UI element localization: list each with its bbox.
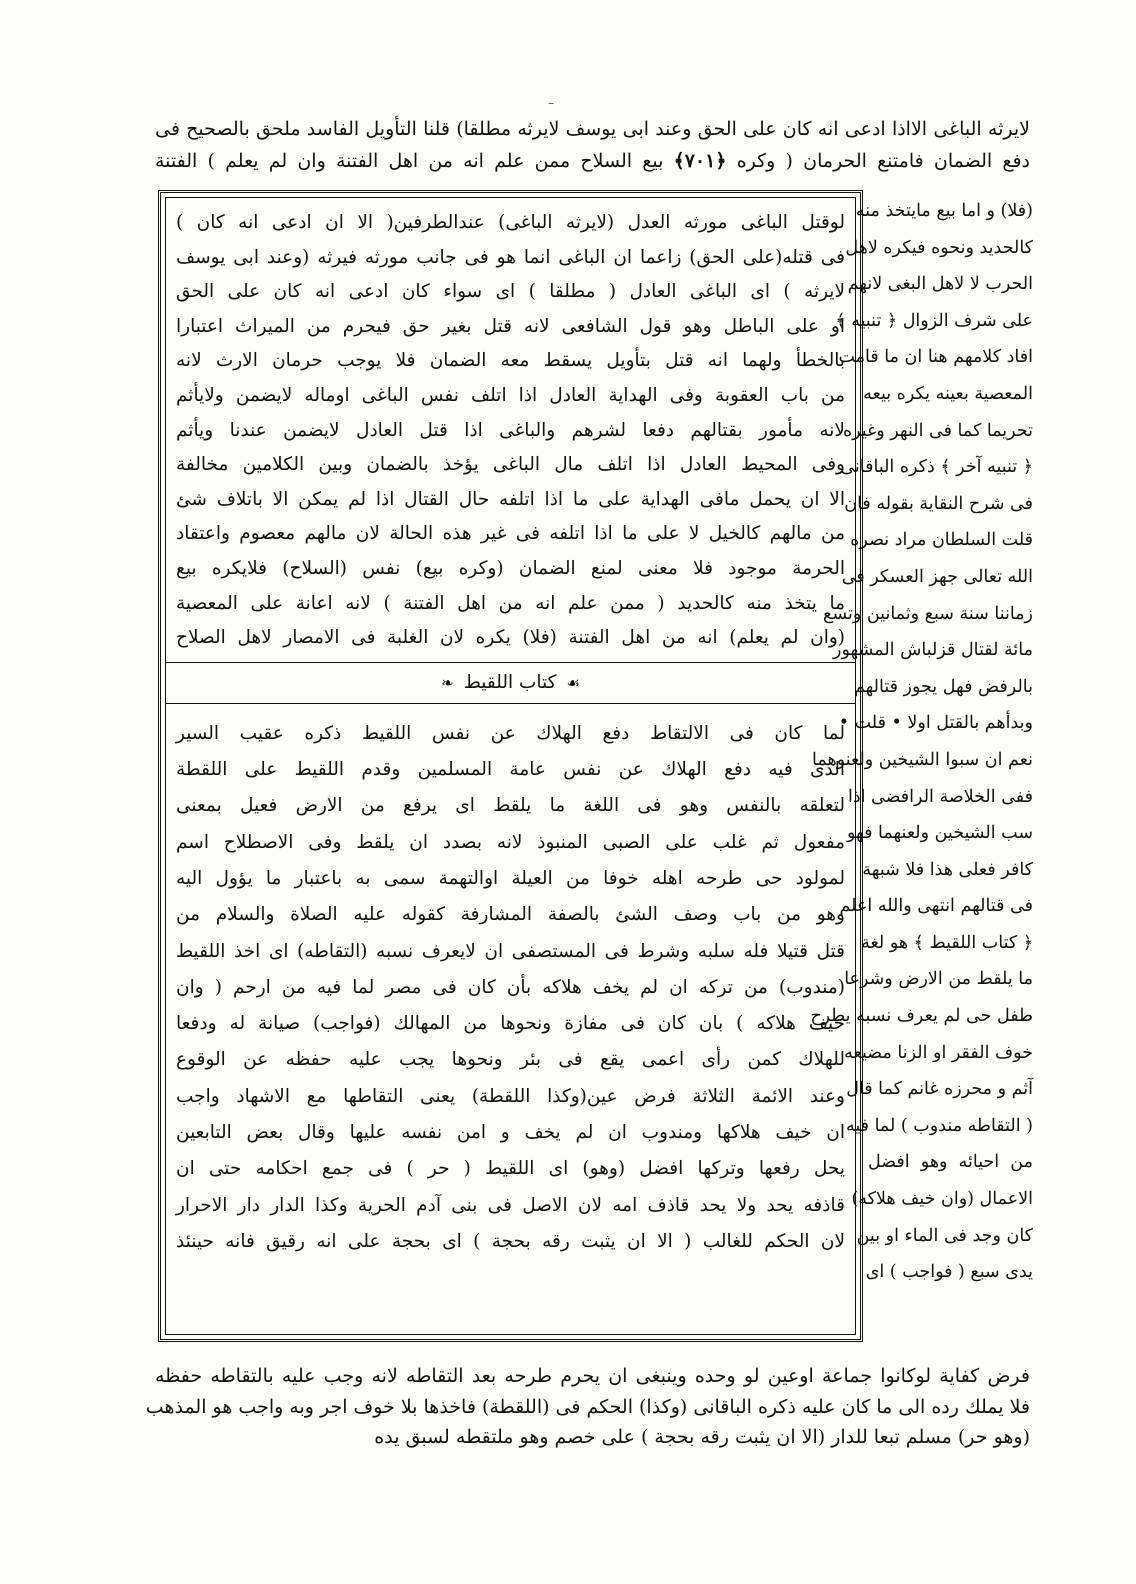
margin-line: قلت السلطان مراد نصره: [850, 530, 1033, 551]
header-line-end: بيع السلاح ممن علم انه من اهل الفتنة وان لم يعلم ) الفتنة: [155, 150, 664, 172]
text-line: قتل قتيلا فله سلبه وشرط فى المستصفى ان لايعرف نسبه (التقاطه) اى اخذ اللقيط: [176, 940, 845, 962]
text-line: وهو من باب وصف الشئ بالصفة المشارفة كقوله عليه الصلاة والسلام من: [176, 904, 845, 926]
margin-line: على شرف الزوال ﴿ تنبيه ﴾: [835, 310, 1033, 331]
footer-text: [145, 1361, 1030, 1453]
footer-line: فرض كفاية لوكانوا جماعة اوعين لو وحده وينبغى ان يحرم طرحه بعد التقاطه لانه وجب عليه بالتقاطه حفظه: [155, 1365, 1030, 1387]
chapter-title-bar: [166, 662, 855, 704]
margin-line: كافر فعلى هذا فلا شبهة: [862, 859, 1033, 880]
margin-line: تحريما كما فى النهر وغيره: [842, 420, 1033, 441]
margin-line: يدى سبع ( فواجب ) اى: [865, 1262, 1033, 1283]
text-line: لوقتل الباغى مورثه العدل (لايرثه الباغى) عندالطرفين( الا ان ادعى انه كان ): [176, 212, 845, 233]
margin-line: ما يلقط من الارض وشرعا: [844, 969, 1033, 990]
margin-line: الحرب لا لاهل البغى لانهم: [847, 274, 1033, 295]
text-line: لايرثه ) اى الباغى العادل ( مطلقا ) اى سواء كان ادعى انه كان على الحق: [176, 281, 845, 303]
main-text-lower: [166, 704, 855, 1260]
text-line: ان خيف هلاكها ومندوب ان لم يخف و امن نفسه عليها وقال بعض التابعين: [176, 1121, 845, 1143]
margin-commentary: [810, 193, 1033, 1291]
margin-line: الاعمال (وان خيف هلاكه): [851, 1189, 1033, 1210]
margin-line: الله تعالى جهز العسكر فى: [841, 566, 1033, 587]
header-text: [155, 113, 1030, 177]
main-text-inner-frame: [165, 197, 856, 1335]
margin-line: ﴿ كتاب اللقيط ﴾ هو لغة: [861, 932, 1033, 953]
margin-line: ﴿ تنبيه آخر ﴾ ذكره الباقانى: [840, 457, 1033, 478]
margin-line: (فلا) و اما بيع مايتخذ منه: [855, 201, 1033, 221]
text-line: لتعلقه بالنفس وهو فى اللغة ما يلقط اى يرفع من الارض فعيل بمعنى: [176, 795, 845, 817]
margin-line: ( التقاطه مندوب ) لما فيه: [845, 1115, 1033, 1136]
text-line: لما كان فى الالتقاط دفع الهلاك عن نفس اللقيط ذكره عقيب السير: [176, 722, 845, 744]
text-line: بالخطأ ولهما انه قتل بتأويل يسقط معه الضمان فلا يوجب حرمان الارث لانه: [176, 350, 845, 372]
page-number: ﴿٧٠١﴾: [673, 150, 727, 172]
text-line: لان الحكم للغالب ( الا ان يثبت رقه بحجة ) اى بحجة على انه رقيق فانه حينئذ: [176, 1230, 845, 1252]
text-line: وفى المحيط العادل اذا اتلف مال الباغى يؤخذ بالضمان وبين الكلامين مخالفة: [176, 454, 845, 476]
margin-line: خوف الفقر او الزنا مضيعه: [844, 1042, 1033, 1063]
main-text-frame: [158, 190, 863, 1342]
margin-line: فى قتالهم انتهى والله اعلم: [839, 896, 1033, 917]
margin-line: من احيائه وهو افضل: [868, 1152, 1033, 1173]
text-line: (مندوب) من تركه ان لم يخف هلاكه بأن كان فى مصر لما فيه من ارحم ( وان: [176, 976, 845, 998]
text-line: فى قتله(على الحق) زاعما ان الباغى انما هو فى جانب مورثه فيرثه (وعند ابى يوسف: [176, 246, 845, 268]
header-line-start: دفع الضمان فامتنع الحرمان ( وكره: [736, 150, 1031, 172]
text-line: للهلاك كمن رأى اعمى يقع فى بئر ونحوها يجب عليه حفظه عن الوقوع: [176, 1049, 845, 1071]
text-line: لانه مأمور بقتالهم دفعا لشرهم والباغى اذا قتل العادل لايضمن عندنا ويأثم: [176, 419, 845, 441]
margin-line: فى شرح النقاية بقوله فان: [844, 493, 1033, 514]
text-line: (وان لم يعلم) انه من اهل الفتنة (فلا) يكره لان الغلبة فى الامصار لاهل الصلاح: [176, 627, 845, 649]
chapter-title: كتاب اللقيط: [463, 672, 557, 694]
text-line: خيف هلاكه ) بان كان فى مفازة ونحوها من المهالك (فواجب) صيانة له ودفعا: [176, 1013, 845, 1035]
margin-line: بالرفض فهل يجوز قتالهم: [853, 676, 1033, 697]
text-line: الحرمة موجود فلا معنى لمنع الضمان (وكره بيع) نفس (السلاح) فلايكره بيع: [176, 557, 845, 579]
margin-line: وبدأهم بالقتل اولا • قلت •: [838, 713, 1033, 734]
page-top-mark: –: [548, 96, 554, 110]
header-line: [155, 145, 1030, 177]
margin-line: زماننا سنة سبع وثمانين وتسع: [823, 603, 1033, 624]
text-line: وعند الائمة الثلاثة فرض عين(وكذا اللقطة) يعنى التقاطها مع الاشهاد واجب: [176, 1085, 845, 1107]
text-line: مفعول ثم غلب على الصبى المنبوذ لانه بصدد ان يلقط وفى الاصطلاح اسم: [176, 831, 845, 853]
text-line: ما يتخذ منه كالحديد ( ممن علم انه من اهل الفتنة ) لانه اعانة على المعصية: [176, 592, 845, 614]
header-line: لايرثه الباغى الااذا ادعى انه كان على الحق وعند ابى يوسف لايرثه مطلقا) قلنا التأويل الفاسد ملحق بالصحيح فى: [155, 118, 1030, 140]
margin-line: كان وجد فى الماء او بين: [856, 1225, 1033, 1246]
ornament-icon: ❧: [441, 673, 454, 692]
footer-line: (وهو حر) مسلم تبعا للدار (الا ان يثبت رقه بحجة ) على خصم وهو ملتقطه لسبق يده: [374, 1426, 1030, 1448]
text-line: الذى فيه دفع الهلاك عن نفس عامة المسلمين وقدم اللقيط على اللقطة: [176, 759, 845, 781]
text-line: الا ان يحمل مافى الهداية على ما اذا اتلفه حال القتال اذا لم يمكن الا باتلاف شئ: [176, 488, 845, 510]
text-line: قاذفه يحد ولا يحد قاذف امه لان الاصل فى بنى آدم الحرية وكذا الدار دار الاحرار: [176, 1194, 845, 1216]
text-line: من مالهم كالخيل لا على ما اذا اتلفه فى غير هذه الحالة لان مالهم معصوم واعتقاد: [176, 523, 845, 545]
text-line: لمولود حى طرحه اهله خوفا من العيلة اوالتهمة سمى به باعتبار ما يؤول اليه: [176, 867, 845, 889]
footer-line: فلا يملك رده الى ما كان عليه ذكره الباقانى (وكذا) الحكم فى (اللقطة) فاخذها بلا خوف اجر وبه واجب هو المذهب: [145, 1395, 1030, 1418]
ornament-icon: ☙: [566, 673, 580, 692]
main-text-upper: [166, 198, 855, 656]
text-line: يحل رفعها وتركها افضل (وهو) اى اللقيط ( حر ) فى جمع احكامه حتى ان: [176, 1158, 845, 1180]
text-line: او على الباطل وهو قول الشافعى لانه قتل بغير حق فيحرم من الميراث اعتبارا: [176, 315, 845, 337]
margin-line: ففى الخلاصة الرافضى اذا: [847, 786, 1033, 807]
text-line: من باب العقوبة وفى الهداية العادل اذا اتلف نفس الباغى اوماله لايضمن ولايأثم: [176, 384, 845, 406]
margin-line: سب الشيخين ولعنهما فهو: [846, 823, 1033, 844]
margin-line: مائة لقتال قزلباش المشهور: [833, 640, 1033, 661]
margin-line: المعصية بعينه يكره بيعه: [863, 383, 1033, 404]
margin-line: طفل حى لم يعرف نسبه يطرح: [810, 1006, 1033, 1027]
margin-line: كالحديد ونحوه فيكره لاهل: [845, 237, 1033, 258]
margin-line: آثم و محرزه غانم كما قال: [846, 1079, 1033, 1100]
margin-line: نعم ان سبوا الشيخين ولعنوهما: [812, 749, 1033, 770]
margin-line: افاد كلامهم هنا ان ما قامت: [838, 347, 1033, 368]
